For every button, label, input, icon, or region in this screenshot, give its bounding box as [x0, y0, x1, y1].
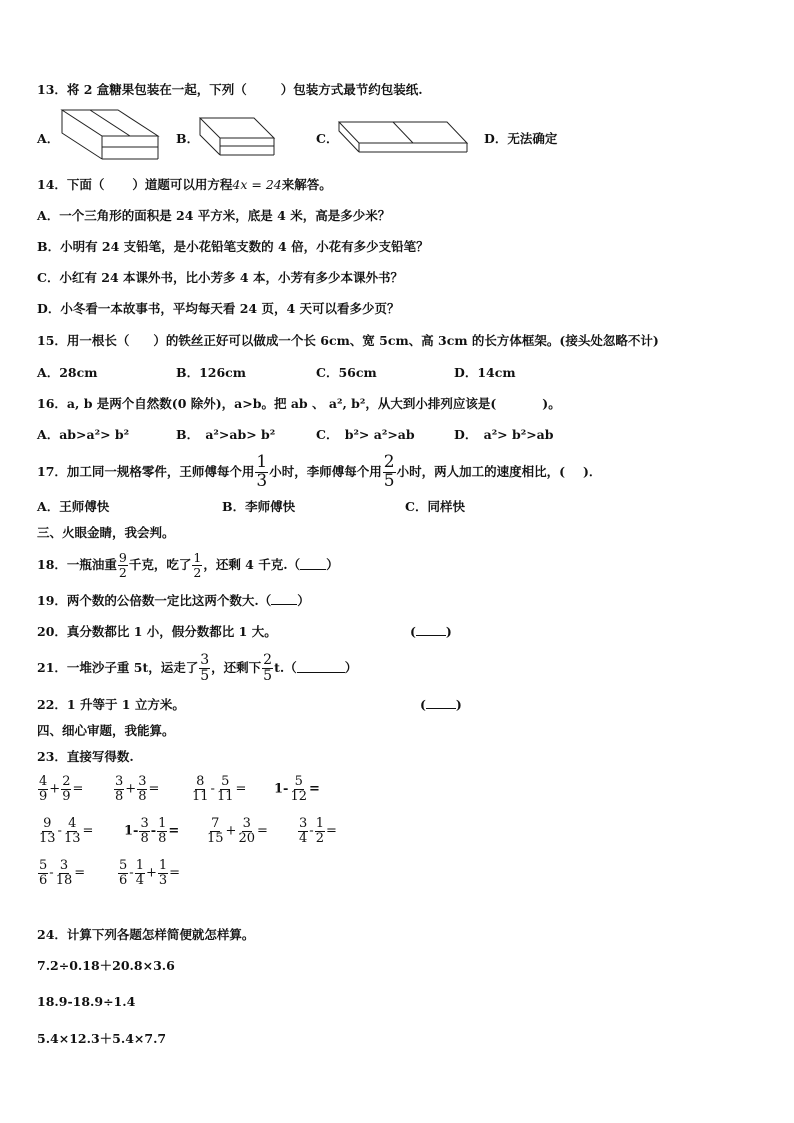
q17-option-a: A．王师傅快: [37, 499, 110, 514]
q24-expression-2: 18.9-18.9÷1.4: [37, 994, 136, 1009]
q14-option-a: A．一个三角形的面积是 24 平方米，底是 4 米，高是多少米？: [37, 208, 391, 223]
q16-option-a: A．ab>a²> b²: [37, 427, 130, 442]
q24-title: 24．计算下列各题怎样简便就怎样算。: [37, 927, 255, 942]
q17-option-b: B．李师傅快: [222, 499, 296, 514]
q23-expression-1: $\frac{4}{9}$ + $\frac{2}{9}$ =: [39, 774, 84, 804]
q20-answer-blank[interactable]: [416, 626, 446, 636]
q14-equation: 4x = 24: [232, 177, 282, 192]
q13-box-figure-b: [198, 116, 278, 158]
q22-stem: 22．1 升等于 1 立方米。: [37, 697, 185, 712]
q13-option-d: D．无法确定: [484, 131, 558, 146]
q20-answer-paren: ( ): [410, 624, 452, 639]
q14-option-c: C．小红有 24 本课外书，比小芳多 4 本，小芳有多少本课外书？: [37, 270, 403, 285]
q23-title: 23．直接写得数.: [37, 749, 134, 764]
q15-option-a: A．28cm: [37, 365, 98, 380]
q23-expression-9: $\frac{5}{6}$ - $\frac{3}{18}$ =: [39, 858, 86, 888]
q23-expression-5: $\frac{9}{13}$ - $\frac{4}{13}$ =: [39, 816, 94, 846]
q23-expression-4: 1- $\frac{5}{12}$ =: [274, 774, 320, 804]
q13-box-figure-a: [60, 108, 160, 164]
q15-option-d: D．14cm: [454, 365, 516, 380]
q16-stem: 16．a, b 是两个自然数(0 除外)，a>b。把 ab 、 a², b²，从大到小排列应该是( )。: [37, 396, 561, 411]
q21-fraction-moved: $\frac{3}{5}$: [200, 651, 210, 684]
q16-option-d: D． a²> b²>ab: [454, 427, 554, 442]
q24-expression-1: 7.2÷0.18＋20.8×3.6: [37, 958, 175, 973]
q13-option-c: C．: [316, 131, 339, 146]
q18-fraction-weight: $\frac{9}{2}$: [118, 550, 127, 580]
q14-stem: 14．下面（ ）道题可以用方程4x = 24来解答。: [37, 177, 332, 192]
q23-expression-7: $\frac{7}{15}$ + $\frac{3}{20}$ =: [207, 816, 268, 846]
q19-answer-blank[interactable]: [271, 595, 297, 605]
q24-expression-3: 5.4×12.3＋5.4×7.7: [37, 1031, 167, 1046]
q13-option-b: B．: [176, 131, 200, 146]
q17-option-c: C．同样快: [405, 499, 465, 514]
q15-option-b: B．126cm: [176, 365, 246, 380]
q15-option-c: C．56cm: [316, 365, 377, 380]
q19-stem: 19．两个数的公倍数一定比这两个数大.（ ）: [37, 593, 310, 608]
q14-option-d: D．小冬看一本故事书，平均每天看 24 页，4 天可以看多少页？: [37, 301, 400, 316]
q22-answer-paren: ( ): [420, 697, 462, 712]
q15-stem: 15．用一根长（ ）的铁丝正好可以做成一个长 6cm、宽 5cm、高 3cm 的长方体框架。(接头处忽略不计): [37, 333, 659, 348]
section-3-heading: 三、火眼金睛，我会判。: [37, 525, 175, 540]
q17-fraction-wang: $\frac{1}{3}$: [256, 451, 268, 491]
q13-option-a: A．: [37, 131, 60, 146]
q23-expression-6: 1- $\frac{3}{8}$ - $\frac{1}{8}$ =: [124, 816, 180, 846]
q23-expression-3: $\frac{8}{11}$ - $\frac{5}{11}$ =: [192, 774, 247, 804]
q21-stem: 21．一堆沙子重 5t，运走了 $\frac{3}{5}$ ，还剩下 $\frac{2}{5}$ t.（ ）: [37, 651, 358, 684]
q14-option-b: B．小明有 24 支铅笔，是小花铅笔支数的 4 倍，小花有多少支铅笔？: [37, 239, 429, 254]
q23-expression-10: $\frac{5}{6}$ - $\frac{1}{4}$ + $\frac{1}{3}$ =: [119, 858, 181, 888]
section-4-heading: 四、细心审题，我能算。: [37, 723, 175, 738]
q22-answer-blank[interactable]: [426, 699, 456, 709]
q18-fraction-eaten: $\frac{1}{2}$: [193, 550, 202, 580]
q18-stem: 18．一瓶油重 $\frac{9}{2}$ 千克，吃了 $\frac{1}{2}$ ，还剩 4 千克.（ ）: [37, 550, 339, 580]
q16-option-b: B． a²>ab> b²: [176, 427, 276, 442]
q13-box-figure-c: [337, 120, 471, 156]
q21-answer-blank[interactable]: [297, 663, 345, 673]
q20-stem: 20．真分数都比 1 小，假分数都比 1 大。: [37, 624, 277, 639]
q18-answer-blank[interactable]: [300, 560, 326, 570]
q17-fraction-li: $\frac{2}{5}$: [383, 451, 395, 491]
q13-stem: 13．将 2 盒糖果包装在一起，下列（ ）包装方式最节约包装纸.: [37, 82, 423, 97]
q21-fraction-left: $\frac{2}{5}$: [263, 651, 273, 684]
q23-expression-8: $\frac{3}{4}$ - $\frac{1}{2}$ =: [299, 816, 337, 846]
q16-option-c: C． b²> a²>ab: [316, 427, 415, 442]
q23-expression-2: $\frac{3}{8}$ + $\frac{3}{8}$ =: [115, 774, 160, 804]
q17-stem: 17．加工同一规格零件，王师傅每个用 $\frac{1}{3}$ 小时，李师傅每个用 $\frac{2}{5}$ 小时，两人加工的速度相比，( )．: [37, 451, 602, 491]
